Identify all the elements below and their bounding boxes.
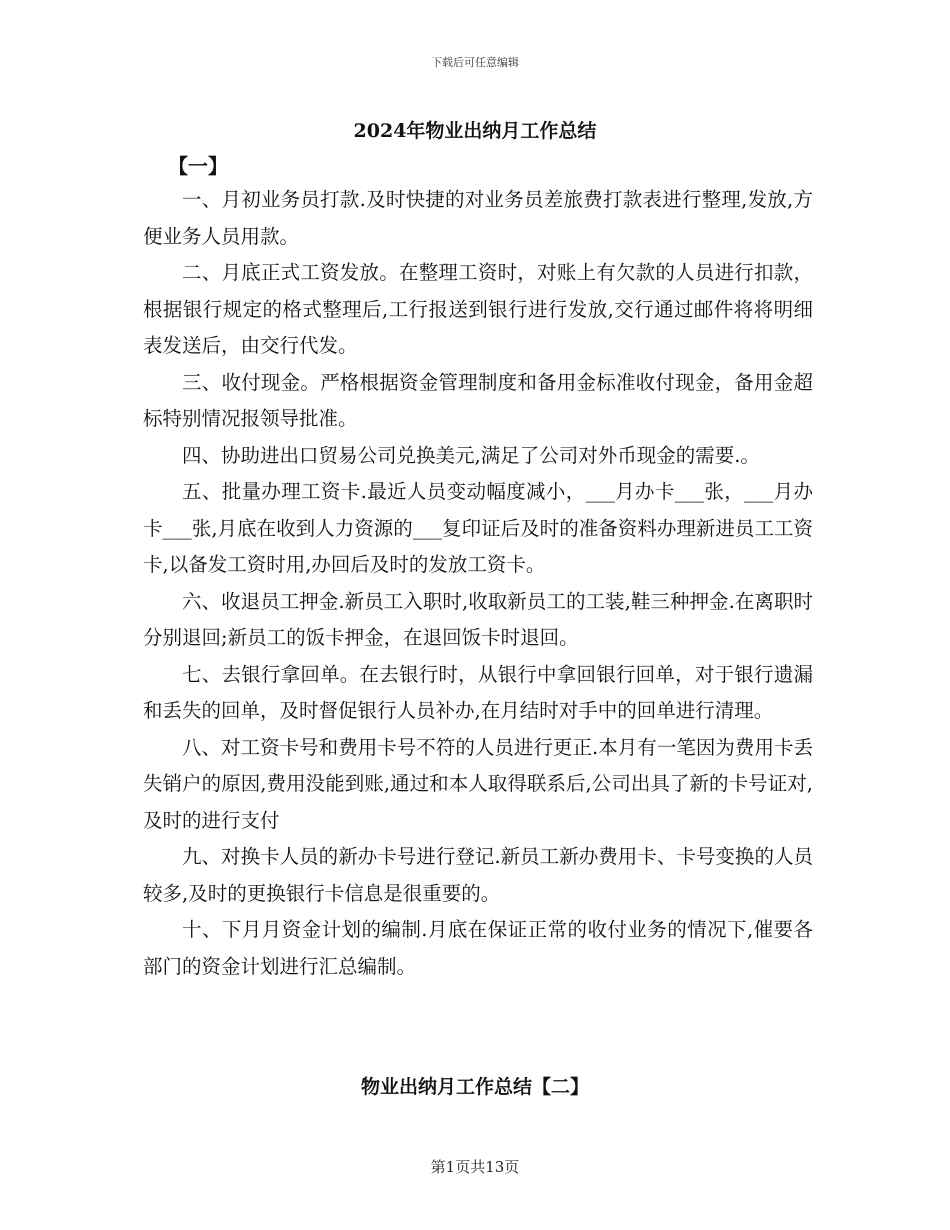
paragraph-8: 八、对工资卡号和费用卡号不符的人员进行更正.本月有一笔因为费用卡丢失销户的原因,费用没能到账,通过和本人取得联系后,公司出具了新的卡号证对,及时的进行支付 <box>143 735 813 832</box>
section-two-title: 物业出纳月工作总结【二】 <box>360 1076 589 1098</box>
paragraph-9: 九、对换卡人员的新办卡号进行登记.新员工新办费用卡、卡号变换的人员较多,及时的更换银行卡信息是很重要的。 <box>143 845 813 905</box>
paragraph-4: 四、协助进出口贸易公司兑换美元,满足了公司对外币现金的需要.。 <box>182 443 760 467</box>
paragraph-1: 一、月初业务员打款.及时快捷的对业务员差旅费打款表进行整理,发放,方便业务人员用款。 <box>143 188 813 248</box>
paragraph-6: 六、收退员工押金.新员工入职时,收取新员工的工装,鞋三种押金.在离职时分别退回;新员工的饭卡押金，在退回饭卡时退回。 <box>143 589 813 649</box>
paragraph-5: 五、批量办理工资卡.最近人员变动幅度减小，___月办卡___张，___月办卡___张,月底在收到人力资源的___复印证后及时的准备资料办理新进员工工资卡,以备发工资时用,办回后及时的发放工资卡。 <box>143 480 813 576</box>
section-one-marker: 【一】 <box>168 154 228 178</box>
document-body <box>143 182 813 985</box>
page-footer: 第1页共13页 <box>430 1158 520 1176</box>
document-title: 2024年物业出纳月工作总结 <box>353 120 597 142</box>
paragraph-10: 十、下月月资金计划的编制.月底在保证正常的收付业务的情况下,催要各部门的资金计划进行汇总编制。 <box>143 918 813 978</box>
header-note: 下载后可任意编辑 <box>431 56 519 69</box>
paragraph-7: 七、去银行拿回单。在去银行时，从银行中拿回银行回单，对于银行遗漏和丢失的回单，及时督促银行人员补办,在月结时对手中的回单进行清理。 <box>143 662 813 722</box>
paragraph-3: 三、收付现金。严格根据资金管理制度和备用金标准收付现金，备用金超标特别情况报领导批准。 <box>143 370 813 430</box>
paragraph-2: 二、月底正式工资发放。在整理工资时，对账上有欠款的人员进行扣款，根据银行规定的格式整理后,工行报送到银行进行发放,交行通过邮件将将明细表发送后，由交行代发。 <box>143 261 813 357</box>
